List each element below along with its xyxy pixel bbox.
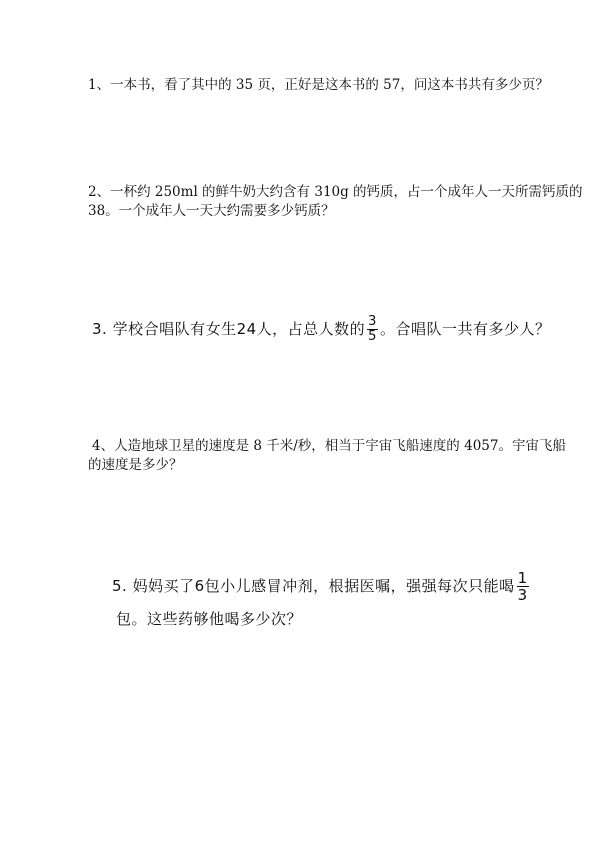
question-4-line-1: 4、人造地球卫星的速度是 8 千米/秒，相当于宇宙飞船速度的 4057。宇宙飞船	[92, 438, 566, 454]
fraction-numerator: 1	[517, 569, 528, 587]
fraction-numerator: 3	[368, 314, 377, 329]
question-3-before: 3. 学校合唱队有女生24人，占总人数的	[92, 320, 366, 338]
question-5-before: 5. 妈妈买了6包小儿感冒冲剂，根据医嘱，强强每次只能喝	[112, 577, 515, 595]
question-5-line-1	[112, 568, 531, 604]
question-5-line-2: 包。这些药够他喝多少次？	[116, 610, 303, 628]
question-5-fraction	[517, 570, 529, 603]
question-3-fraction	[367, 315, 378, 344]
question-1-text: 1、一本书，看了其中的 35 页，正好是这本书的 57，问这本书共有多少页？	[88, 77, 549, 93]
question-2-line-1: 2、一杯约 250ml 的鲜牛奶大约含有 310g 的钙质，占一个成年人一天所需钙质的	[88, 184, 583, 200]
fraction-denominator: 5	[368, 329, 377, 344]
question-4-line-2: 的速度是多少？	[88, 457, 183, 473]
fraction-denominator: 3	[517, 586, 528, 604]
question-3-text	[92, 314, 550, 344]
question-3-after: 。合唱队一共有多少人？	[379, 320, 551, 338]
question-2-line-2: 38。一个成年人一天大约需要多少钙质？	[88, 203, 335, 219]
